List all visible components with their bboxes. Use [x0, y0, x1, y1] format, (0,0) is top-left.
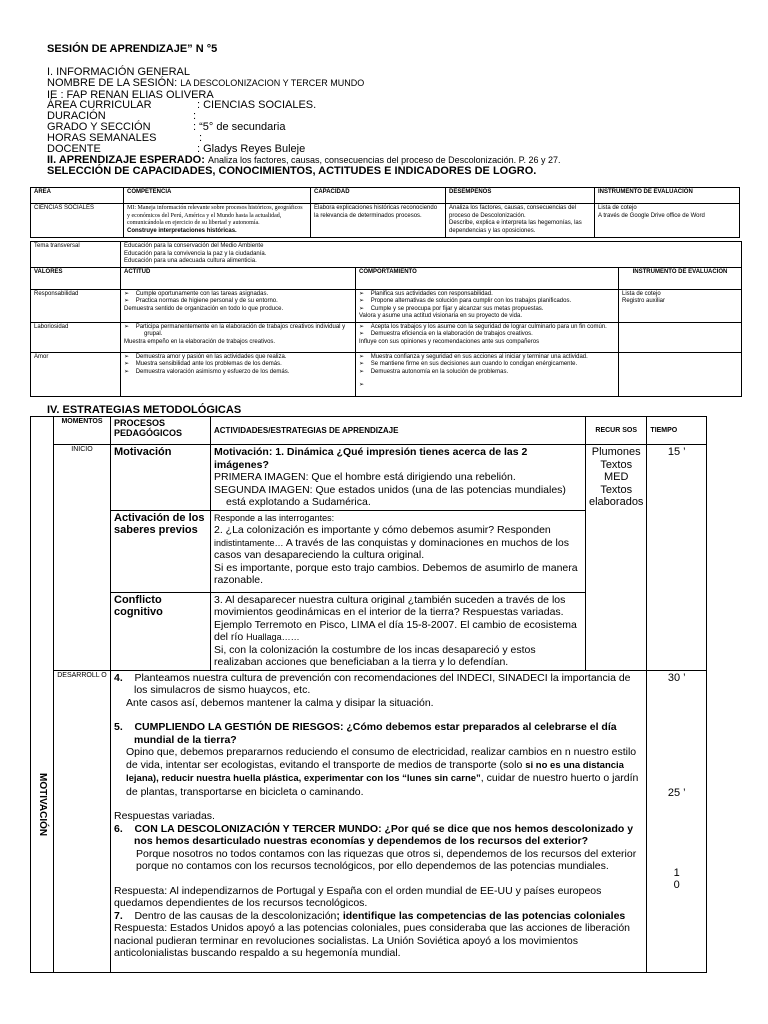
actitud-item: ➢ Muestra sensibilidad ante los problemas de los demás.	[124, 361, 282, 367]
header-momentos: MOMENTOS	[54, 417, 111, 445]
actitud-item: ➢ Demuestra amor y pasión en las actividades que realiza.	[124, 353, 287, 360]
instrumento-item: A través de Google Drive office de Word	[598, 212, 705, 219]
comportamiento-extra: Valora y asume una actitud visionaria en su proyecto de vida.	[359, 313, 522, 319]
header-area: ÁREA	[31, 188, 124, 204]
time-inicio: 15 ’	[647, 445, 707, 671]
area-value: : CIENCIAS SOCIALES.	[197, 99, 317, 111]
actitud-extra: Demuestra sentido de organización en todo lo que produce.	[124, 305, 284, 312]
tema-item: Educación para la convivencia la paz y la ciudadanía.	[124, 250, 267, 257]
competencia-bold: Construye interpretaciones históricas.	[127, 227, 237, 234]
item-6-text: Porque nosotros no todos contamos con las riquezas que otros si, dependemos de los recursos del exterior porque no contamos con los recursos tecnológicos, por ello dependemos de las potencias mundiales.	[136, 847, 637, 872]
header-capacidad: CAPACIDAD	[311, 188, 446, 204]
recursos-cell: Plumones Textos MED Textos elaborados	[586, 445, 647, 671]
activacion-lead: Responde a las interrogantes:	[214, 512, 335, 523]
actitud-item: ➢ Cumple oportunamente con las tareas asignadas.	[124, 290, 269, 297]
valor-cell: Amor	[31, 352, 121, 396]
section4-heading: IV. ESTRATEGIAS METODOLÓGICAS	[47, 404, 242, 416]
tema-item: Educación para la conservación del Medio Ambiente	[124, 243, 264, 249]
actitud-cell	[121, 352, 356, 396]
comportamiento-item: ➢ Se mantiene firme en sus decisiones aun cuando lo condigan enérgicamente.	[359, 361, 578, 367]
item-7: 7. Dentro de las causas de la descolonización; identifique las competencias de las potencias coloniales	[114, 909, 626, 922]
actitud-item: ➢ Participa permanentemente en la elaboración de trabajos creativos individual y grupal.	[124, 323, 346, 337]
instrumento2-item: Lista de cotejo	[622, 290, 661, 297]
area-cell: CIENCIAS SOCIALES	[31, 204, 124, 238]
tema-label: Tema transversal	[31, 242, 121, 268]
actitud-cell	[121, 322, 356, 352]
section2-label: II. APRENDIZAJE ESPERADO:	[47, 154, 205, 166]
time-25: 25 ’	[667, 786, 686, 799]
item-4b: Ante casos así, debemos mantener la calma y disipar la situación.	[126, 696, 434, 709]
header-tiempo: TIEMPO	[647, 417, 707, 445]
capacidad-cell: Elabora explicaciones históricas reconociendo la relevancia de determinados procesos.	[311, 204, 446, 238]
comportamiento-item: ➢ Propone alternativas de solución para cumplir con los trabajos planificados.	[359, 298, 572, 304]
comportamiento-item: ➢	[359, 382, 365, 388]
comportamiento-extra: Influye con sus opiniones y recomendaciones ante sus compañeros	[359, 338, 540, 345]
instrumento2-item: Registro auxiliar	[622, 298, 666, 304]
header-recursos: RECUR SOS	[586, 417, 647, 445]
valor-cell: Laboriosidad	[31, 322, 121, 352]
activacion-question: 2. ¿La colonización es importante y cómo debemos asumir? Responden	[214, 524, 551, 536]
section2-value: Analiza los factores, causas, consecuencias del proceso de Descolonización. P. 26 y 27.	[207, 155, 561, 165]
actitud-item: ➢ Demuestra valoración asimismo y esfuerzo de los demás.	[124, 368, 290, 375]
desempeno-item: Describe, explica e interpreta las hegemonías, las dependencias y las oposiciones.	[449, 220, 582, 234]
instrumento-item: Lista de cotejo	[598, 205, 637, 211]
competencies-table	[30, 187, 740, 238]
tema-items	[121, 242, 742, 268]
respuesta-7: Respuesta: Estados Unidos apoyó a las potencias coloniales, pues consideraba que las acciones de liberación nacional pudieran terminar en revoluciones socialistas. La Unión Soviética apoyó a los movimientos anticolonialistas buscando respaldo a su hegemonía mundial.	[114, 922, 630, 959]
time-desarrollo	[647, 670, 707, 972]
header-actitud: ACTITUD	[121, 267, 356, 289]
session-name-value: LA DESCOLONIZACION Y TERCER MUNDO	[180, 78, 365, 88]
tema-item: Educación para una adecuada cultura alimenticia.	[124, 258, 257, 264]
comportamiento-item: ➢ Planifica sus actividades con responsabilidad.	[359, 290, 493, 297]
motivacion-cell	[211, 445, 586, 511]
duracion-value: :	[193, 110, 197, 122]
header-instrumento2: INSTRUMENTO DE EVALUACIÓN	[619, 267, 742, 289]
area-label: ÁREA CURRICULAR	[47, 99, 152, 111]
motivacion-line: SEGUNDA IMAGEN: Que estados unidos (una de las potencias mundiales) está explotando a Sudamérica.	[214, 483, 566, 508]
docente-label: DOCENTE	[47, 143, 101, 155]
grado-value: : “5° de secundaria	[193, 121, 286, 133]
competencia-text: MI: Maneja información relevante sobre procesos históricos, geográficos y económicos del Perú, América y el Mundo hasta la actualidad, comunicándola en ejercicio de su libertad y autonomía.	[127, 205, 303, 226]
instrumento2-cell	[619, 352, 742, 396]
inicio-label: INICIO	[54, 445, 111, 671]
horas-label: HORAS SEMANALES	[47, 132, 157, 144]
docente-value: : Gladys Reyes Buleje	[197, 143, 306, 155]
side-column	[31, 417, 54, 973]
item-4: 4. Planteamos nuestra cultura de prevención con recomendaciones del INDECI, SINADECI la importancia de los simulacros de sismo huaycos, etc.	[114, 671, 631, 696]
conflicto-answer: Si, con la colonización la costumbre de los incas desapareció y estos realizaban acciones que beneficiaban a la tierra y lo defendían.	[214, 643, 536, 668]
comportamiento-item: ➢ Muestra confianza y seguridad en sus acciones al iniciar y terminar una actividad.	[359, 353, 588, 360]
section1-heading: I. INFORMACIÓN GENERAL	[47, 66, 191, 78]
proceso-conflicto: Conflicto cognitivo	[111, 592, 211, 670]
horas-value: :	[199, 132, 203, 144]
item-6: 6. CON LA DESCOLONIZACIÓN Y TERCER MUNDO: ¿Por qué se dice que nos hemos descolonizado y nos hemos desarticulado nuestras economías y dependemos de los recursos del exterior?	[114, 822, 634, 847]
instrumento2-cell	[619, 289, 742, 322]
item-5: 5. CUMPLIENDO LA GESTIÓN DE RIESGOS: ¿Cómo debemos estar preparados al celebrarse el día mundial de la tierra?	[114, 721, 617, 746]
strategies-table	[30, 416, 707, 973]
instrumento2-cell	[619, 322, 742, 352]
comportamiento-item: ➢ Demuestra eficiencia en la elaboración de trabajos creativos.	[359, 331, 533, 337]
desarrollo-cell	[111, 670, 647, 972]
proceso-activacion: Activación de los saberes previos	[111, 510, 211, 592]
comportamiento-item: ➢ Demuestra autonomía en la solución de problemas.	[359, 368, 509, 375]
comportamiento-cell	[356, 289, 619, 322]
activacion-small: indistintamente…	[214, 537, 284, 548]
motivacion-title: Motivación: 1. Dinámica ¿Qué impresión tienes acerca de las 2 imágenes?	[214, 446, 528, 471]
conflicto-cell	[211, 592, 586, 670]
comportamiento-item: ➢ Cumple y se preocupa por fijar y alcanzar sus metas propuestas.	[359, 305, 544, 312]
activacion-answer: Si es importante, porque esto trajo cambios. Debemos de asumirlo de manera razonable.	[214, 561, 578, 586]
header-competencia: COMPETENCIA	[124, 188, 311, 204]
item-5-text: Opino que, debemos prepararnos reduciendo el consumo de electricidad, realizar cambios en n nuestro estilo de vida, intentar ser ecologistas, evitando el transporte de medios de transporte (solo si no es una distancia lejana), reducir nuestra huella plástica, experimentar con los “lunes sin carne”, cuidar de nuestro huerto o jardín de plantas, transportarse en bicicleta o caminando.	[126, 746, 639, 798]
header-desempenos: DESEMPEÑOS	[446, 188, 595, 204]
desarrollo-label: DESARROLL O	[54, 670, 111, 972]
header-procesos: PROCESOS PEDAGÓGICOS	[111, 417, 211, 445]
actitud-extra: Muestra empeño en la elaboración de trabajos creativos.	[124, 338, 276, 345]
duracion-label: DURACIÓN	[47, 110, 106, 122]
grado-label: GRADO Y SECCIÓN	[47, 121, 151, 133]
proceso-motivacion: Motivación	[111, 445, 211, 511]
header-valores: VALORES	[31, 267, 121, 289]
respuestas-variadas: Respuestas variadas.	[114, 810, 215, 822]
selection-heading: SELECCIÓN DE CAPACIDADES, CONOCIMIENTOS, ACTITUDES E INDICADORES DE LOGRO.	[47, 165, 537, 177]
conflicto-small: Huallaga……	[246, 632, 300, 642]
ie-name: IE : FAP RENAN ELIAS OLIVERA	[47, 89, 214, 101]
valor-cell: Responsabilidad	[31, 289, 121, 322]
actitud-cell	[121, 289, 356, 322]
comportamiento-cell	[356, 352, 619, 396]
side-label: MOTIVACIÓN	[37, 772, 48, 836]
respuesta-6: Respuesta: Al independizarnos de Portugal y España con el orden mundial de EE-UU y países europeos quedamos dependientes de los recursos tecnológicos.	[114, 884, 602, 909]
session-title: SESIÓN DE APRENDIZAJE” N °5	[47, 43, 218, 55]
instrumento-cell	[595, 204, 740, 238]
conflicto-text: 3. Al desaparecer nuestra cultura original ¿también suceden a través de los movimientos geodinámicas en el interior de la tierra? Respuestas variadas. Ejemplo Terremoto en Pisco, LIMA el día 15-8-2007. El cambio de ecosistema del río	[214, 593, 577, 643]
time-10: 1 0	[673, 866, 680, 891]
time-30: 30 ’	[667, 671, 686, 684]
desempeno-item: Analiza los factores, causas, consecuencias del proceso de Descolonización.	[449, 205, 577, 219]
header-comportamiento: COMPORTAMIENTO	[356, 267, 619, 289]
motivacion-line: PRIMERA IMAGEN: Que el hombre está dirigiendo una rebelión.	[214, 471, 516, 483]
header-actividades: ACTIVIDADES/ESTRATEGIAS DE APRENDIZAJE	[211, 417, 586, 445]
session-name-label: NOMBRE DE LA SESIÓN:	[47, 77, 178, 89]
desempenos-cell	[446, 204, 595, 238]
comportamiento-cell	[356, 322, 619, 352]
comportamiento-item: ➢ Acepta los trabajos y los asume con la seguridad de lograr culminarlo para un fin común.	[359, 323, 607, 330]
activacion-rest: A través de las conquistas y dominaciones en muchos de los casos van desapareciendo la cultura original.	[214, 536, 569, 561]
values-table	[30, 241, 742, 397]
activacion-cell	[211, 510, 586, 592]
actitud-item: ➢ Practica normas de higiene personal y de su entorno.	[124, 298, 278, 304]
header-instrumento: INSTRUMENTO DE EVALUACIÓN	[595, 188, 740, 204]
competencia-cell	[124, 204, 311, 238]
